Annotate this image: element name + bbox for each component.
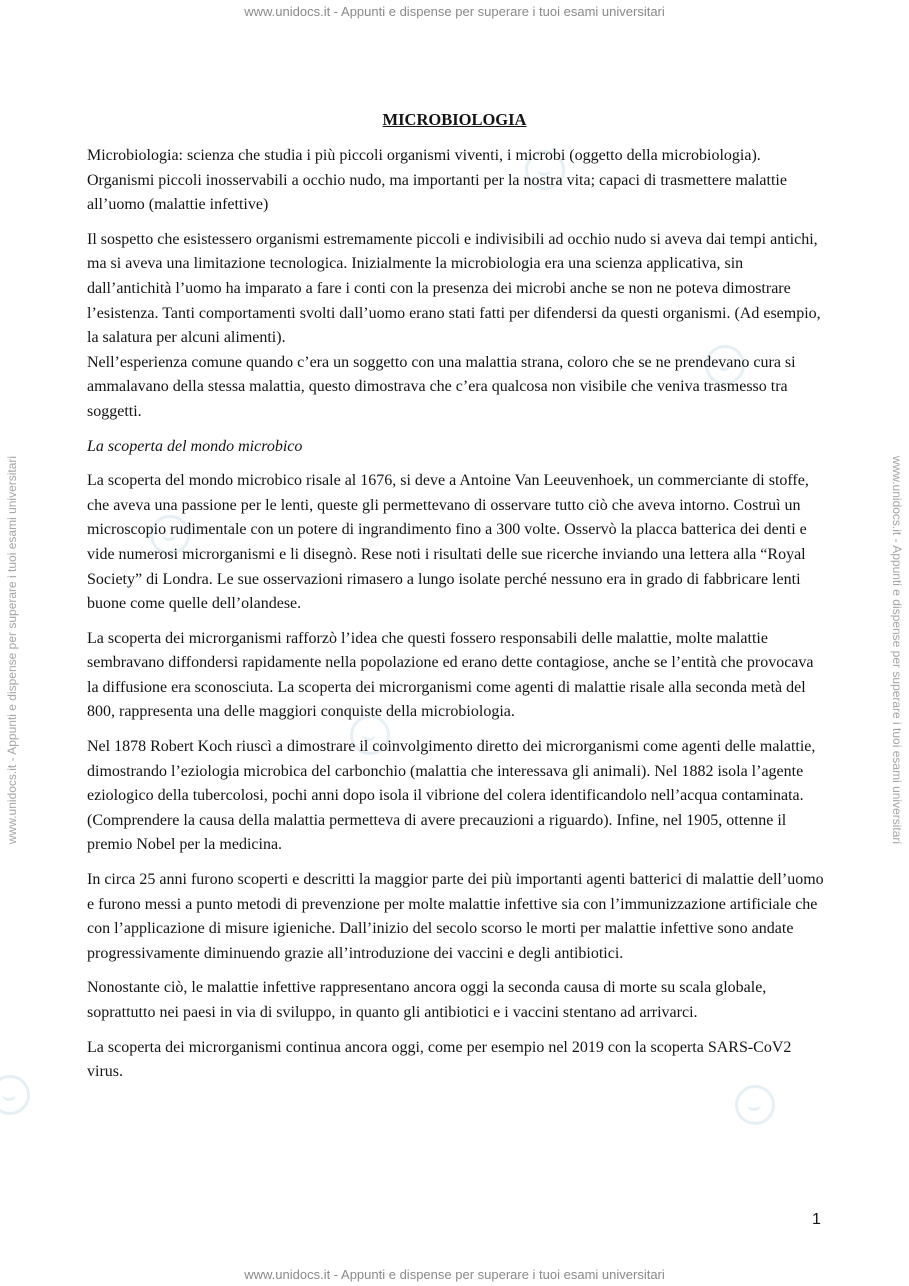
paragraph: La scoperta dei microrganismi rafforzò l’idea che questi fossero responsabili delle malattie, molte malattie sembravano diffondersi rapidamente nella popolazione ed erano dette contagiose, anche se l’entità che provocava la diffusione era sconosciuta. La scoperta dei microrganismi come agenti di malattie risale alla seconda metà del 800, rappresenta una delle maggiori conquiste della microbiologia. xyxy=(87,629,814,721)
document-title: MICROBIOLOGIA xyxy=(382,110,527,129)
watermark-top: www.unidocs.it - Appunti e dispense per superare i tuoi esami universitari xyxy=(244,4,665,19)
watermark-right: www.unidocs.it - Appunti e dispense per superare i tuoi esami universitari xyxy=(890,455,904,845)
watermark-bottom: www.unidocs.it - Appunti e dispense per superare i tuoi esami universitari xyxy=(244,1267,665,1282)
paragraph: Nonostante ciò, le malattie infettive rappresentano ancora oggi la seconda causa di morte su scala globale, soprattutto nei paesi in via di sviluppo, in quanto gli antibiotici e i vaccini stentano ad arrivarci. xyxy=(87,979,767,1021)
paragraph: Il sospetto che esistessero organismi estremamente piccoli e indivisibili ad occhio nudo si aveva dai tempi antichi, ma si aveva una limitazione tecnologica. Inizialmente la microbiologia era una scienza applicativa, sin dall’antichità l’uomo ha imparato a fare i conti con la presenza dei microbi anche se non ne poteva dimostrare l’esistenza. Tanti comportamenti svolti dall’uomo erano stati fatti per difendersi da questi organismi. (Ad esempio, la salatura per alcuni alimenti). xyxy=(87,230,821,347)
paragraph: La scoperta dei microrganismi continua ancora oggi, come per esempio nel 2019 con la scoperta SARS-CoV2 virus. xyxy=(87,1038,792,1081)
paragraph: Microbiologia: scienza che studia i più piccoli organismi viventi, i microbi (oggetto della microbiologia). Organismi piccoli inosservabili a occhio nudo, ma importanti per la nostra vita; capaci di trasmettere malattie all’uomo (malattie infettive) xyxy=(87,147,787,214)
document-body xyxy=(87,144,827,1095)
paragraph: Nel 1878 Robert Koch riuscì a dimostrare il coinvolgimento diretto dei microrganismi come agenti delle malattie, dimostrando l’eziologia microbica del carbonchio (malattia che interessava gli animali). Nel 1882 isola l’agente eziologico della tubercolosi, pochi anni dopo isola il vibrione del colera identificandolo nell’acqua contaminata. (Comprendere la causa della malattia permetteva di avere precauzioni a riguardo). Infine, nel 1905, ottenne il premio Nobel per la medicina. xyxy=(87,738,816,854)
paragraph: Nell’esperienza comune quando c’era un soggetto con una malattia strana, coloro che se ne prendevano cura si ammalavano della stessa malattia, questo dimostrava che c’era qualcosa non visibile che veniva trasmesso tra soggetti. xyxy=(87,353,796,420)
section-heading: La scoperta del mondo microbico xyxy=(87,437,303,455)
watermark-logo-icon xyxy=(0,1075,30,1115)
page-number: 1 xyxy=(812,1211,821,1228)
paragraph: La scoperta del mondo microbico risale al 1676, si deve a Antoine Van Leeuvenhoek, un commerciante di stoffe, che aveva una passione per le lenti, queste gli permettevano di osservare tutto ciò che aveva intorno. Costruì un microscopio rudimentale con un potere di ingrandimento fino a 300 volte. Osservò la placca batterica dei denti e vide numerosi microrganismi e li disegnò. Rese noti i risultati delle sue ricerche inviando una lettera alla “Royal Society” di Londra. Le sue osservazioni rimasero a lungo isolate perché nessuno era in grado di fabbricare lenti buone come quelle dell’olandese. xyxy=(87,472,809,613)
paragraph: In circa 25 anni furono scoperti e descritti la maggior parte dei più importanti agenti batterici di malattie dell’uomo e furono messi a punto metodi di prevenzione per molte malattie infettive sia con l’immunizzazione artificiale che con l’applicazione di misure igieniche. Dall’inizio del secolo scorso le morti per malattie infettive sono andate progressivamente diminuendo grazie all’introduzione dei vaccini e degli antibiotici. xyxy=(87,871,824,962)
watermark-left: www.unidocs.it - Appunti e dispense per superare i tuoi esami universitari xyxy=(5,455,19,845)
